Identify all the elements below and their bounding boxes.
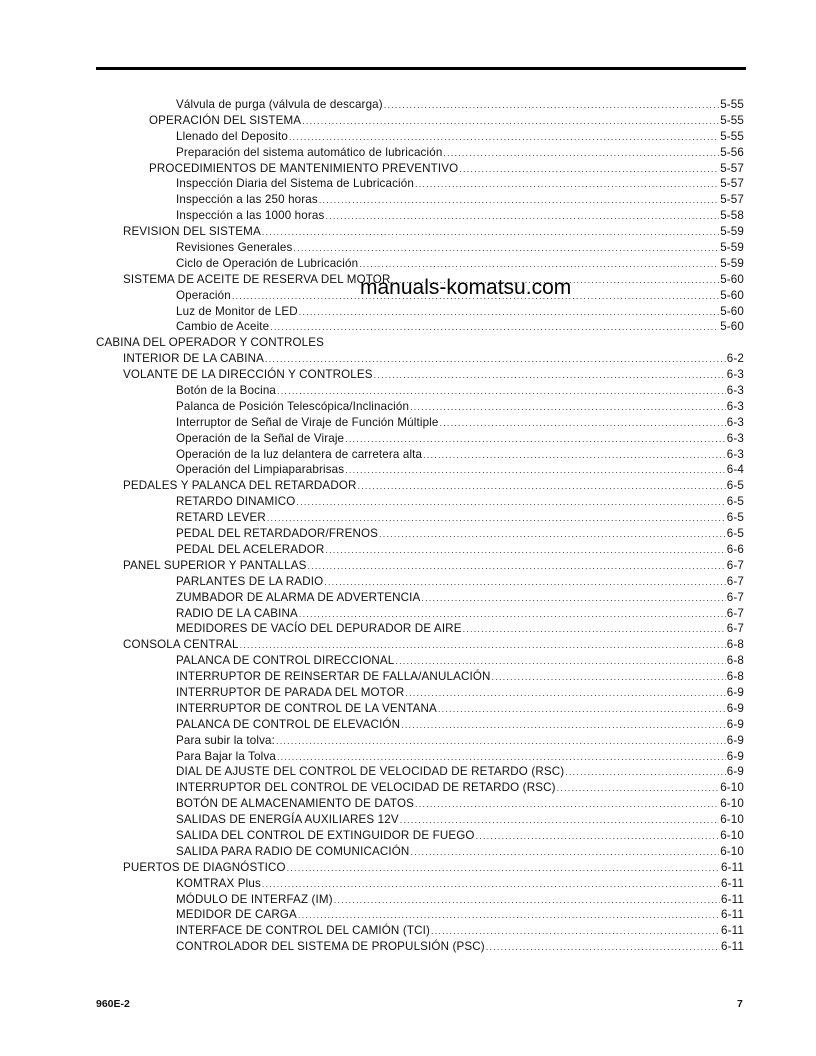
toc-entry[interactable]: [96, 844, 744, 860]
toc-entry[interactable]: [96, 892, 744, 908]
toc-entry-title: SALIDA DEL CONTROL DE EXTINGUIDOR DE FUEGO: [176, 828, 475, 842]
toc-entry[interactable]: [96, 367, 744, 383]
toc-entry-title: PALANCA DE CONTROL DE ELEVACIÓN: [176, 717, 401, 731]
toc-leader-dots: [431, 924, 720, 940]
toc-entry-page: 6-10: [720, 844, 744, 858]
toc-entry-page: 6-10: [720, 813, 744, 827]
toc-entry[interactable]: [96, 447, 744, 463]
toc-entry-title: PANEL SUPERIOR Y PANTALLAS: [123, 558, 307, 572]
toc-leader-dots: [298, 908, 720, 924]
toc-leader-dots: [463, 622, 726, 638]
toc-leader-dots: [374, 368, 726, 384]
toc-entry-title: Inspección a las 250 horas: [176, 193, 318, 207]
toc-entry-title: Válvula de purga (válvula de descarga): [176, 98, 383, 111]
toc-leader-dots: [334, 893, 720, 909]
toc-leader-dots: [459, 162, 719, 178]
toc-entry-title: ZUMBADOR DE ALARMA DE ADVERTENCIA: [176, 590, 421, 604]
toc-entry-page: 6-3: [726, 384, 744, 398]
toc-entry-page: 6-8: [726, 670, 744, 684]
toc-entry-page: 6-4: [726, 463, 744, 477]
toc-leader-dots: [410, 400, 726, 416]
toc-entry[interactable]: [96, 431, 744, 447]
toc-entry[interactable]: [96, 637, 744, 653]
toc-leader-dots: [289, 130, 719, 146]
toc-entry-title: Cambio de Aceite: [176, 320, 270, 334]
toc-entry[interactable]: [96, 113, 744, 129]
toc-entry-page: 6-7: [726, 590, 744, 604]
toc-entry-page: 5-57: [720, 193, 744, 207]
toc-entry-title: Operación del Limpiaparabrisas: [176, 463, 345, 477]
toc-entry-page: 6-5: [726, 495, 744, 509]
toc-entry-page: 5-59: [720, 225, 744, 239]
toc-entry-page: 6-3: [726, 399, 744, 413]
toc-leader-dots: [401, 718, 726, 734]
toc-entry-title: INTERRUPTOR DEL CONTROL DE VELOCIDAD DE RETARDO (RSC): [176, 781, 556, 795]
toc-leader-dots: [440, 416, 726, 432]
toc-entry-page: 6-7: [726, 622, 744, 636]
toc-entry[interactable]: [96, 129, 744, 145]
toc-leader-dots: [307, 559, 725, 575]
toc-entry-title: RETARDO DINAMICO: [176, 495, 296, 509]
toc-entry-page: 6-5: [726, 511, 744, 525]
toc-entry-title: MÓDULO DE INTERFAZ (IM): [176, 892, 333, 906]
toc-leader-dots: [262, 877, 720, 893]
watermark-text: manuals-komatsu.com: [360, 276, 572, 299]
toc-leader-dots: [443, 146, 719, 162]
toc-entry[interactable]: [96, 923, 744, 939]
toc-entry-title: REVISION DEL SISTEMA: [123, 225, 261, 239]
toc-entry-title: PEDAL DEL RETARDADOR/FRENOS: [176, 527, 379, 541]
toc-entry[interactable]: [96, 145, 744, 161]
toc-leader-dots: [324, 575, 726, 591]
toc-entry-page: 6-5: [726, 527, 744, 541]
toc-entry-page: 6-9: [726, 749, 744, 763]
toc-entry-title: Inspección a las 1000 horas: [176, 209, 325, 223]
toc-entry[interactable]: [96, 208, 744, 224]
toc-entry[interactable]: [96, 653, 744, 669]
toc-leader-dots: [293, 241, 719, 257]
toc-entry-page: 6-11: [721, 860, 744, 874]
toc-entry[interactable]: [96, 574, 744, 590]
toc-entry-title: CONTROLADOR DEL SISTEMA DE PROPULSIÓN (PSC): [176, 940, 485, 954]
toc-entry-title: Ciclo de Operación de Lubricación: [176, 256, 359, 270]
toc-entry[interactable]: [96, 701, 744, 717]
toc-entry[interactable]: [96, 812, 744, 828]
toc-entry[interactable]: [96, 415, 744, 431]
toc-entry-page: 6-10: [720, 828, 744, 842]
toc-entry-title: Palanca de Posición Telescópica/Inclinación: [176, 399, 410, 413]
toc-entry-page: 6-3: [726, 447, 744, 461]
toc-leader-dots: [415, 797, 719, 813]
toc-leader-dots: [557, 781, 720, 797]
toc-entry[interactable]: [96, 97, 744, 113]
toc-entry[interactable]: [96, 304, 744, 320]
toc-leader-dots: [302, 114, 719, 130]
toc-leader-dots: [410, 845, 719, 861]
toc-entry[interactable]: [96, 606, 744, 622]
toc-entry-title: PUERTOS DE DIAGNÓSTICO: [123, 860, 286, 874]
toc-entry-page: 6-10: [720, 797, 744, 811]
toc-entry[interactable]: [96, 685, 744, 701]
toc-leader-dots: [423, 448, 726, 464]
toc-entry-title: SISTEMA DE ACEITE DE RESERVA DEL MOTOR: [123, 272, 391, 286]
toc-entry-page: 5-57: [720, 177, 744, 191]
toc-entry[interactable]: [96, 161, 744, 177]
toc-entry-title: BOTÓN DE ALMACENAMIENTO DE DATOS: [176, 797, 415, 811]
toc-leader-dots: [421, 591, 725, 607]
toc-entry-title: Operación: [176, 288, 231, 302]
toc-leader-dots: [319, 193, 719, 209]
toc-leader-dots: [486, 940, 720, 956]
toc-entry-title: INTERRUPTOR DE REINSERTAR DE FALLA/ANULACIÓN: [176, 670, 491, 684]
toc-entry-page: 5-60: [720, 320, 744, 334]
toc-entry-title: RADIO DE LA CABINA: [176, 606, 298, 620]
toc-entry-page: 6-11: [721, 940, 744, 954]
toc-entry-title: SALIDA PARA RADIO DE COMUNICACIÓN: [176, 844, 410, 858]
toc-leader-dots: [325, 543, 725, 559]
toc-entry-title: VOLANTE DE LA DIRECCIÓN Y CONTROLES: [123, 368, 373, 382]
toc-entry[interactable]: [96, 240, 744, 256]
toc-entry-page: 5-55: [720, 129, 744, 143]
toc-entry[interactable]: [96, 590, 744, 606]
toc-entry-page: 6-3: [726, 431, 744, 445]
toc-entry-title: Luz de Monitor de LED: [176, 304, 298, 318]
toc-entry-title: Para subir la tolva:: [176, 733, 276, 747]
toc-entry-page: 6-11: [721, 876, 744, 890]
toc-leader-dots: [358, 479, 726, 495]
toc-entry[interactable]: [96, 717, 744, 733]
toc-entry-page: 5-58: [720, 209, 744, 223]
toc-leader-dots: [270, 320, 719, 336]
toc-entry[interactable]: [96, 669, 744, 685]
toc-leader-dots: [395, 654, 725, 670]
toc-entry[interactable]: [96, 176, 744, 192]
toc-entry[interactable]: [96, 907, 744, 923]
toc-entry[interactable]: [96, 860, 744, 876]
toc-entry-title: KOMTRAX Plus: [176, 876, 261, 890]
toc-leader-dots: [277, 750, 726, 766]
toc-entry-page: 6-11: [721, 924, 744, 938]
toc-entry-page: 5-60: [720, 288, 744, 302]
toc-entry-page: 6-9: [726, 701, 744, 715]
toc-entry[interactable]: [96, 478, 744, 494]
toc-leader-dots: [296, 495, 725, 511]
toc-entry-page: 5-59: [720, 256, 744, 270]
toc-entry-page: 6-5: [726, 479, 744, 493]
toc-leader-dots: [492, 670, 726, 686]
toc-entry[interactable]: [96, 224, 744, 240]
toc-entry-title: INTERRUPTOR DE PARADA DEL MOTOR: [176, 685, 405, 699]
toc-leader-dots: [265, 352, 726, 368]
toc-entry-page: 5-60: [720, 272, 744, 286]
toc-entry-title: PEDALES Y PALANCA DEL RETARDADOR: [123, 479, 357, 493]
toc-entry-page: 6-3: [726, 415, 744, 429]
toc-entry[interactable]: [96, 335, 744, 351]
toc-entry-title: Preparación del sistema automático de lubricación: [176, 145, 443, 159]
toc-entry[interactable]: [96, 780, 744, 796]
toc-entry-page: 6-11: [721, 892, 744, 906]
toc-leader-dots: [359, 257, 719, 273]
toc-entry[interactable]: [96, 256, 744, 272]
toc-entry-page: 6-3: [726, 368, 744, 382]
toc-entry-page: 5-57: [720, 161, 744, 175]
toc-entry-title: Interruptor de Señal de Viraje de Función Múltiple: [176, 415, 439, 429]
toc-entry-title: CONSOLA CENTRAL: [123, 638, 239, 652]
toc-entry[interactable]: [96, 383, 744, 399]
toc-entry[interactable]: [96, 351, 744, 367]
toc-entry[interactable]: [96, 192, 744, 208]
toc-entry-title: INTERIOR DE LA CABINA: [123, 352, 265, 366]
toc-entry-page: 5-55: [720, 98, 744, 111]
toc-entry-page: 5-59: [720, 241, 744, 255]
toc-entry-title: DIAL DE AJUSTE DEL CONTROL DE VELOCIDAD DE RETARDO (RSC): [176, 765, 565, 779]
toc-entry[interactable]: [96, 510, 744, 526]
toc-entry-title: INTERRUPTOR DE CONTROL DE LA VENTANA: [176, 701, 437, 715]
toc-entry-page: 5-55: [720, 113, 744, 127]
toc-leader-dots: [287, 861, 720, 877]
toc-leader-dots: [379, 527, 726, 543]
toc-entry-title: SALIDAS DE ENERGÍA AUXILIARES 12V: [176, 813, 399, 827]
toc-leader-dots: [262, 225, 719, 241]
toc-entry[interactable]: [96, 749, 744, 765]
toc-entry-title: OPERACIÓN DEL SISTEMA: [149, 113, 302, 127]
toc-entry-page: 6-10: [720, 781, 744, 795]
toc-entry-page: 6-2: [726, 352, 744, 366]
toc-entry[interactable]: [96, 319, 744, 335]
toc-entry[interactable]: [96, 939, 744, 955]
toc-entry-page: 6-9: [726, 685, 744, 699]
toc-leader-dots: [415, 177, 719, 193]
toc-entry-title: Operación de la Señal de Viraje: [176, 431, 345, 445]
toc-leader-dots: [267, 511, 726, 527]
toc-leader-dots: [405, 686, 725, 702]
table-of-contents: [96, 97, 744, 955]
toc-leader-dots: [565, 765, 726, 781]
toc-entry-title: MEDIDOR DE CARGA: [176, 908, 297, 922]
toc-entry-title: RETARD LEVER: [176, 511, 266, 525]
toc-entry[interactable]: [96, 462, 744, 478]
toc-entry-page: 6-9: [726, 717, 744, 731]
footer-page-number: 7: [737, 998, 743, 1010]
toc-entry-title: Botón de la Bocina: [176, 384, 277, 398]
toc-entry-title: PARLANTES DE LA RADIO: [176, 574, 324, 588]
footer-model: 960E-2: [96, 998, 130, 1010]
toc-entry-title: Llenado del Deposito: [176, 129, 288, 143]
toc-leader-dots: [277, 384, 726, 400]
toc-entry-page: 6-7: [726, 558, 744, 572]
toc-leader-dots: [299, 305, 719, 321]
header-rule: [96, 67, 746, 70]
toc-entry-page: 6-8: [726, 654, 744, 668]
toc-entry[interactable]: [96, 399, 744, 415]
toc-entry[interactable]: [96, 876, 744, 892]
toc-leader-dots: [438, 702, 726, 718]
toc-entry[interactable]: [96, 796, 744, 812]
toc-entry-title: PROCEDIMIENTOS DE MANTENIMIENTO PREVENTIVO: [149, 161, 459, 175]
toc-leader-dots: [384, 98, 719, 114]
toc-leader-dots: [400, 813, 719, 829]
toc-entry-page: 6-8: [726, 638, 744, 652]
toc-entry-title: INTERFACE DE CONTROL DEL CAMIÓN (TCI): [176, 924, 430, 938]
toc-entry-page: 6-7: [726, 606, 744, 620]
toc-leader-dots: [325, 209, 719, 225]
toc-entry-page: 6-9: [726, 733, 744, 747]
toc-entry-title: CABINA DEL OPERADOR Y CONTROLES: [96, 336, 324, 350]
toc-leader-dots: [345, 432, 726, 448]
toc-entry-title: Operación de la luz delantera de carretera alta: [176, 447, 423, 461]
toc-entry[interactable]: [96, 526, 744, 542]
toc-leader-dots: [276, 734, 726, 750]
toc-entry[interactable]: [96, 733, 744, 749]
toc-entry-page: 5-56: [720, 145, 744, 159]
toc-entry[interactable]: [96, 764, 744, 780]
toc-entry-page: 6-11: [721, 908, 744, 922]
toc-entry-title: Para Bajar la Tolva: [176, 749, 276, 763]
toc-entry-title: MEDIDORES DE VACÍO DEL DEPURADOR DE AIRE: [176, 622, 462, 636]
toc-entry-title: Inspección Diaria del Sistema de Lubricación: [176, 177, 414, 191]
toc-leader-dots: [240, 638, 726, 654]
toc-entry[interactable]: [96, 621, 744, 637]
toc-entry-page: 6-6: [726, 542, 744, 556]
toc-entry-title: PALANCA DE CONTROL DIRECCIONAL: [176, 654, 395, 668]
toc-leader-dots: [299, 607, 726, 623]
toc-entry[interactable]: [96, 494, 744, 510]
toc-entry-title: Revisiones Generales: [176, 241, 293, 255]
toc-entry-page: 6-9: [726, 765, 744, 779]
toc-entry[interactable]: [96, 542, 744, 558]
toc-entry[interactable]: [96, 558, 744, 574]
toc-entry-page: 6-7: [726, 574, 744, 588]
toc-entry-page: 5-60: [720, 304, 744, 318]
toc-entry-title: PEDAL DEL ACELERADOR: [176, 542, 325, 556]
toc-leader-dots: [345, 463, 726, 479]
toc-entry[interactable]: [96, 828, 744, 844]
toc-leader-dots: [476, 829, 720, 845]
